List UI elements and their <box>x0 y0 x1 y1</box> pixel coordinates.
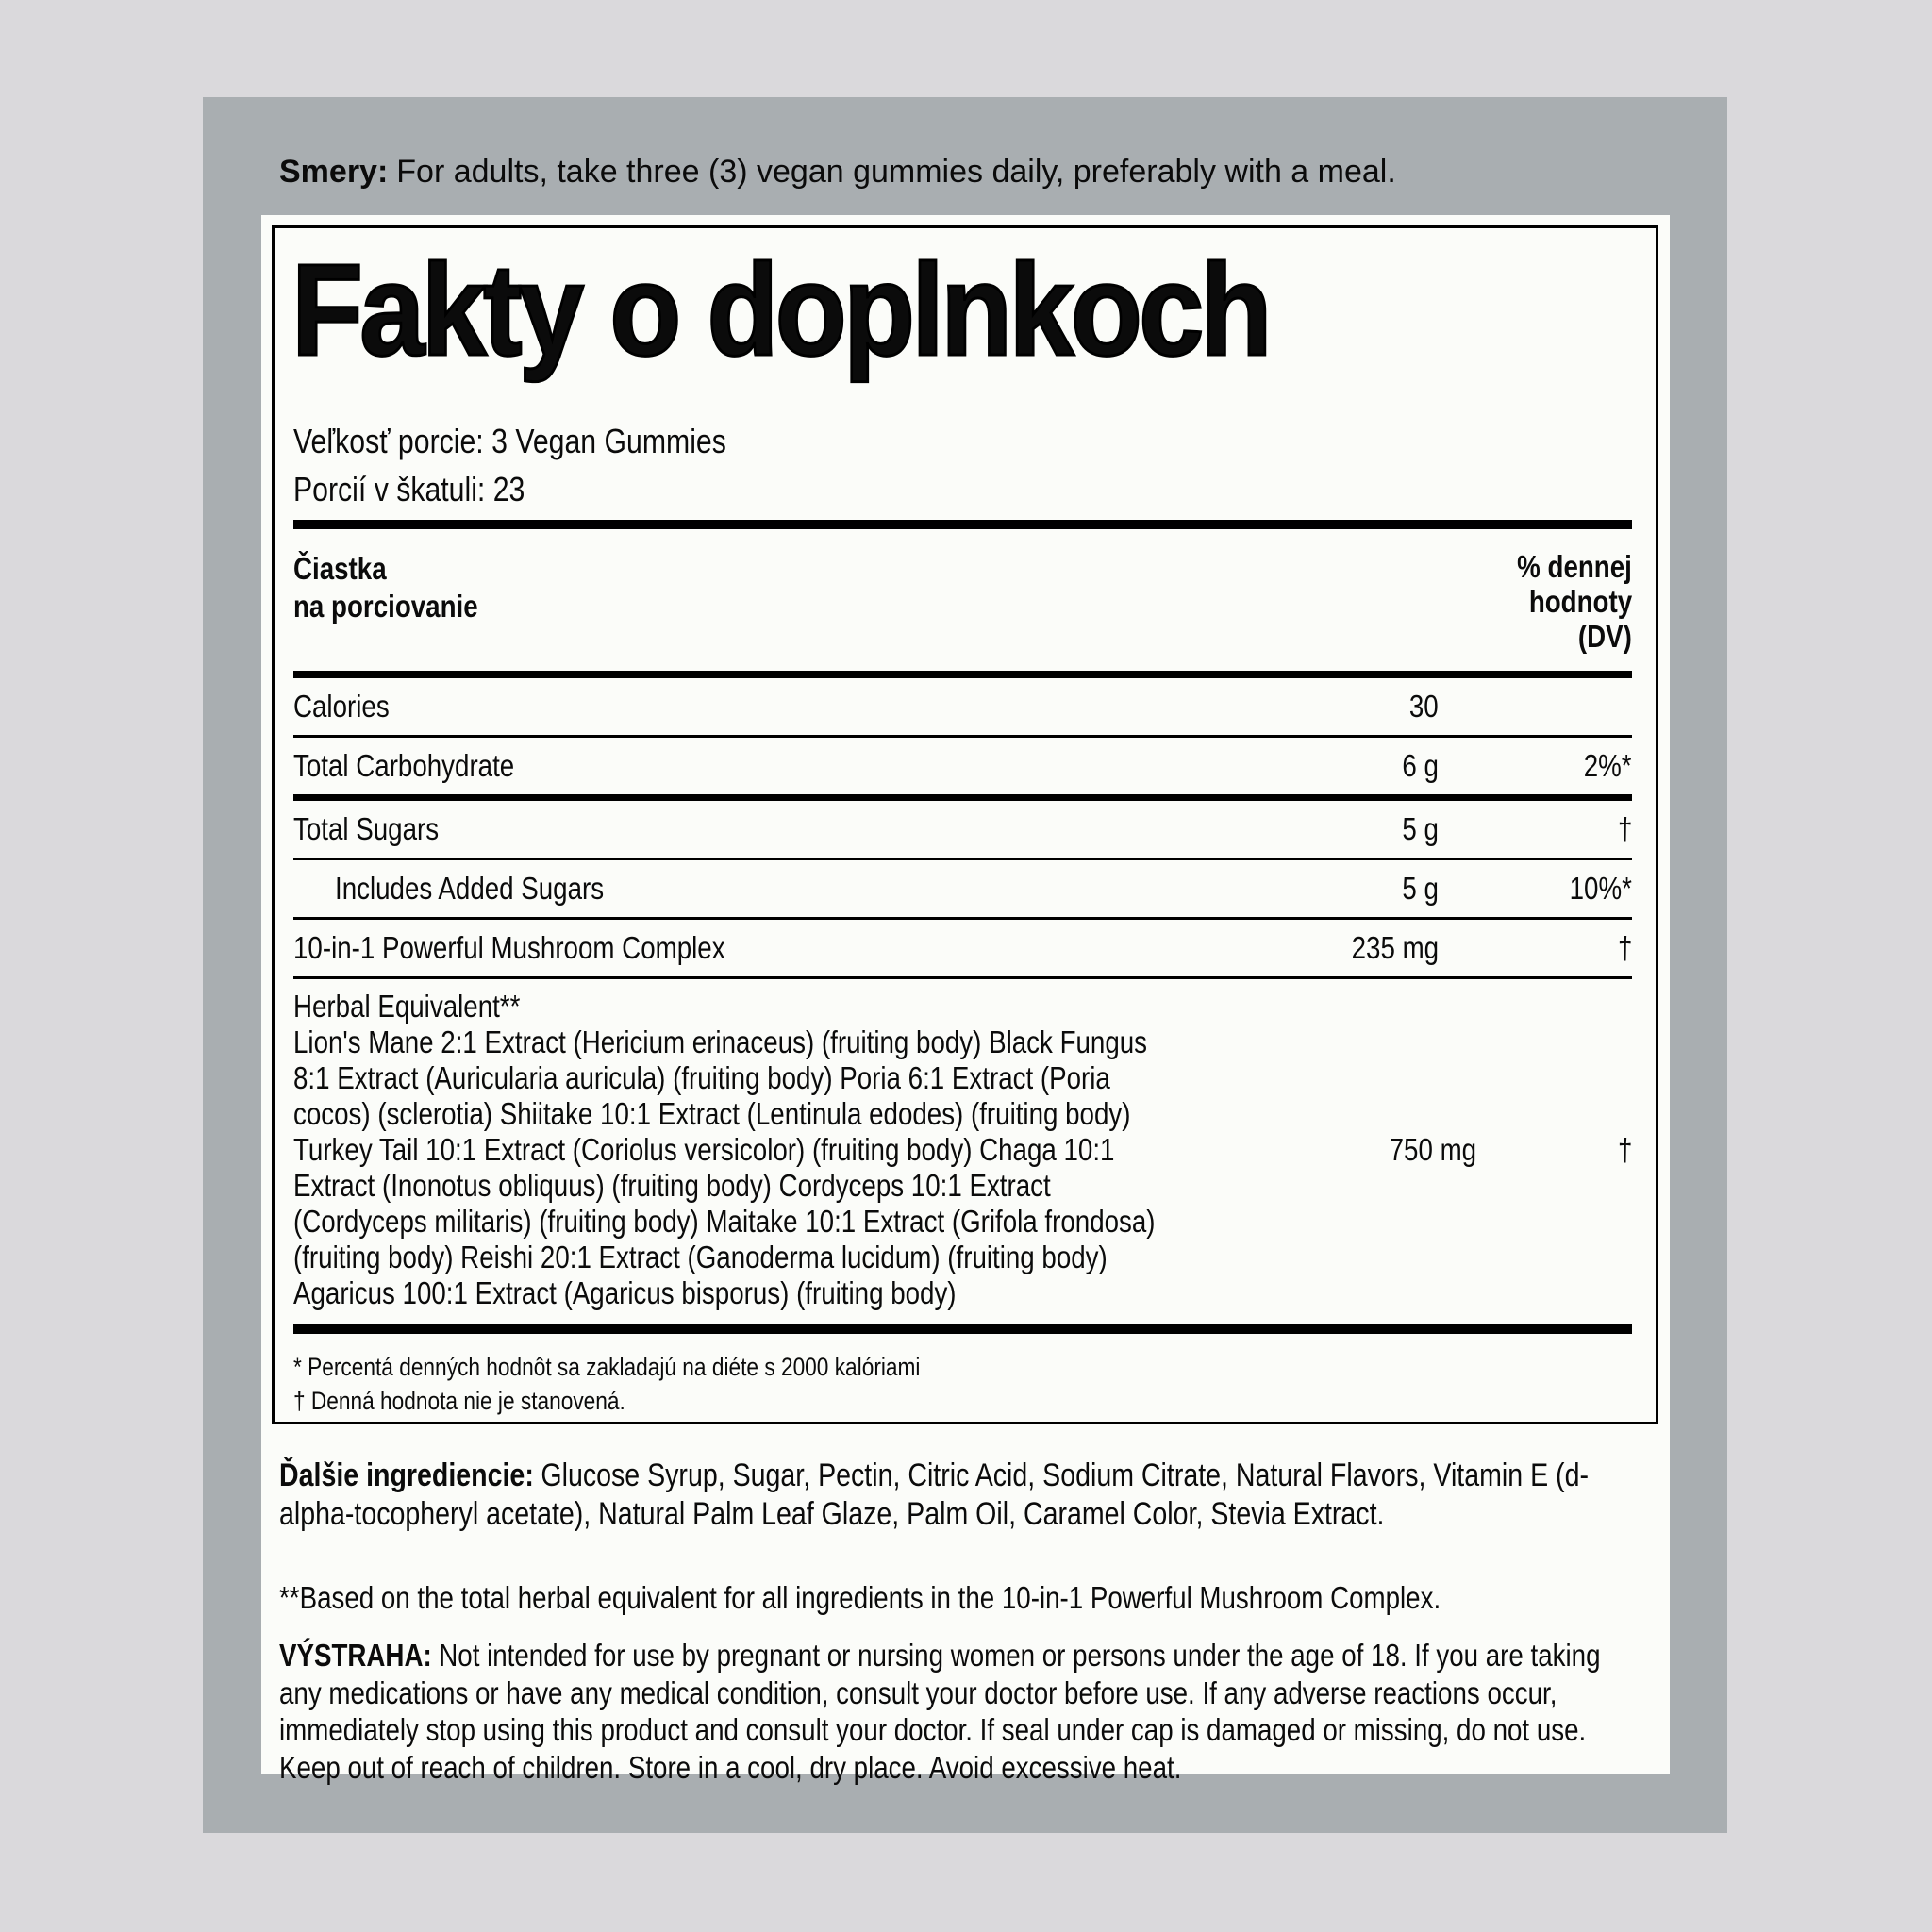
other-ingredients-label: Ďalšie ingrediencie: <box>279 1457 534 1493</box>
herbal-detail: Lion's Mane 2:1 Extract (Hericium erinaceus) (fruiting body) Black Fungus 8:1 Extract (Auricularia auricula) (fruiting body) Poria 6:1 Extract (Poria cocos) (sclerotia) Shiitake 10:1 Extract (Lentinula edodes) (fruiting body) Turkey Tail 10:1 Extract (Coriolus versicolor) (fruiting body) Chaga 10:1 Extract (Inonotus obliquus) (fruiting body) Cordyceps 10:1 Extract (Cordyceps militaris) (fruiting body) Maitake 10:1 Extract (Grifola frondosa) (fruiting body) Reishi 20:1 Extract (Ganoderma lucidum) (fruiting body) Agaricus 100:1 Extract (Agaricus bisporus) (fruiting body) <box>293 1024 1156 1310</box>
supplement-facts-box <box>272 225 1658 1424</box>
other-ingredients-text: Glucose Syrup, Sugar, Pectin, Citric Acid, Sodium Citrate, Natural Flavors, Vitamin E (d-alpha-tocopheryl acetate), Natural Palm Leaf Glaze, Palm Oil, Caramel Color, Stevia Extract. <box>279 1457 1589 1532</box>
table-row-calories <box>293 678 1632 735</box>
table-row-mushroom-complex <box>293 920 1632 976</box>
table-row-total-carbohydrate <box>293 738 1632 794</box>
herbal-cell <box>293 989 1355 1311</box>
row-dv: 10%* <box>1569 871 1632 906</box>
dagger-footnote: † Denná hodnota nie je stanovená. <box>293 1387 625 1416</box>
amount-header: Čiastka na porciovanie <box>293 551 478 625</box>
row-name: Herbal Equivalent** <box>293 989 521 1024</box>
table-column-headers <box>293 550 1632 661</box>
serving-size: Veľkosť porcie: 3 Vegan Gummies <box>293 422 726 460</box>
warning-text: Not intended for use by pregnant or nursing women or persons under the age of 18. If you are taking any medications or have any medical condition, consult your doctor before use. If any adverse reactions occur, immediately stop using this product and consult your doctor. If seal under cap is damaged or missing, do not use. Keep out of reach of children. Store in a cool, dry place. Avoid excessive heat. <box>279 1638 1601 1785</box>
footnotes <box>293 1334 1632 1415</box>
herbal-equivalent-note: **Based on the total herbal equivalent for all ingredients in the 10-in-1 Powerful Mushroom Complex. <box>279 1579 1441 1615</box>
facts-title: Fakty o doplnkoch <box>291 238 1269 383</box>
divider-heavy <box>293 671 1632 678</box>
dv-header: % dennej hodnoty (DV) <box>1517 549 1632 654</box>
table-row-herbal-equivalent <box>293 979 1632 1324</box>
dv-footnote: * Percentá denných hodnôt sa zakladajú na diéte s 2000 kalóriami <box>293 1353 921 1381</box>
supplement-facts-panel <box>261 215 1670 1785</box>
directions-label: Smery: <box>279 154 389 190</box>
divider-thick <box>293 794 1632 801</box>
directions-line <box>279 154 1396 191</box>
servings-per-container: Porcií v škatuli: 23 <box>293 470 525 508</box>
warning-label: VÝSTRAHA: <box>279 1638 432 1674</box>
row-dv: † <box>1617 1132 1632 1167</box>
bottom-text-section <box>279 1457 1652 1787</box>
row-amount: 235 mg <box>1351 930 1439 965</box>
row-dv: 2%* <box>1584 748 1632 783</box>
row-amount: 30 <box>1409 689 1439 724</box>
divider-heavy <box>293 1324 1632 1334</box>
row-amount: 5 g <box>1402 871 1439 906</box>
row-amount: 5 g <box>1402 811 1439 846</box>
row-amount: 6 g <box>1402 748 1439 783</box>
table-row-added-sugars <box>293 860 1632 917</box>
other-ingredients-paragraph <box>279 1457 1638 1534</box>
row-dv: † <box>1617 811 1632 846</box>
row-dv: † <box>1617 930 1632 965</box>
warning-paragraph <box>279 1637 1638 1786</box>
row-name: 10-in-1 Powerful Mushroom Complex <box>293 930 725 965</box>
row-name: Total Carbohydrate <box>293 748 515 783</box>
table-row-total-sugars <box>293 801 1632 858</box>
divider-heavy <box>293 520 1632 529</box>
row-amount: 750 mg <box>1389 1132 1476 1167</box>
row-name: Total Sugars <box>293 811 440 846</box>
row-name: Includes Added Sugars <box>335 871 605 906</box>
row-name: Calories <box>293 689 390 724</box>
directions-text: For adults, take three (3) vegan gummies daily, preferably with a meal. <box>396 154 1396 190</box>
